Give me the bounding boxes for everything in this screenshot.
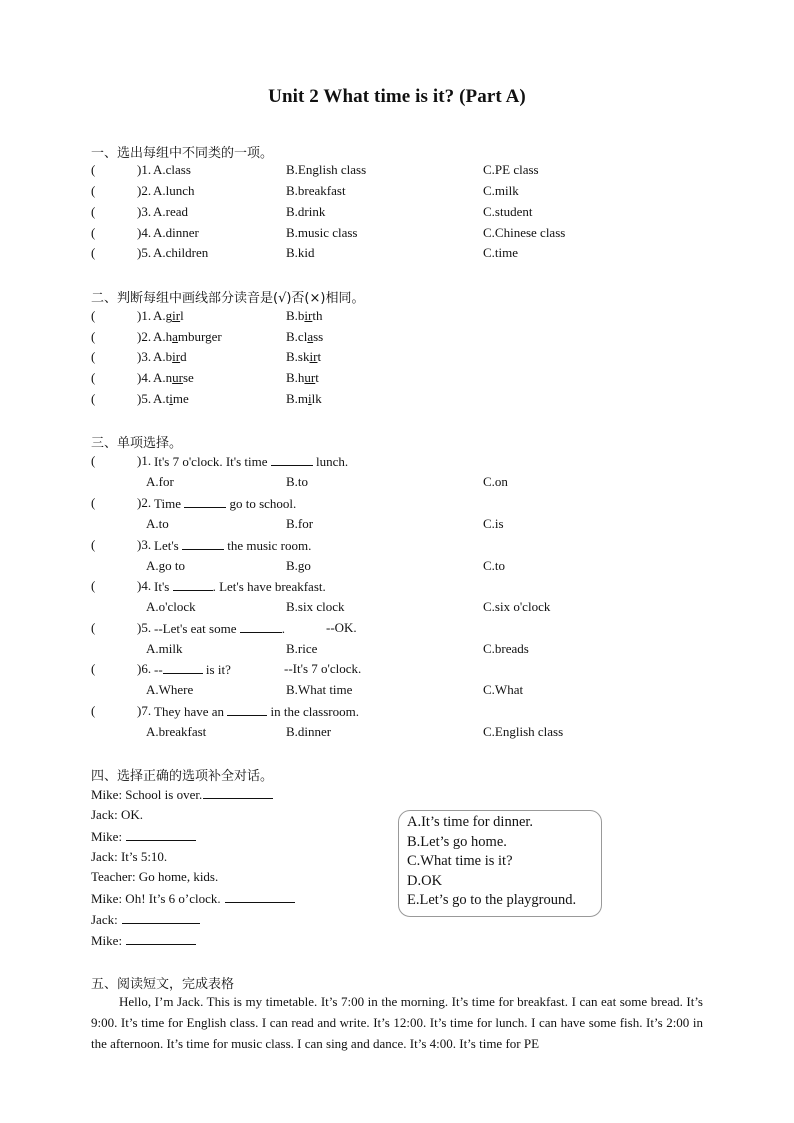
option-c[interactable]: C.breads bbox=[483, 641, 529, 656]
answer-bracket[interactable]: ( bbox=[91, 495, 96, 510]
word-a-underlined: a bbox=[172, 329, 178, 344]
dialogue-text: Mike: School is over. bbox=[91, 787, 203, 802]
option-a: A.class bbox=[153, 162, 191, 177]
question-row bbox=[91, 245, 731, 265]
option-c[interactable]: C.to bbox=[483, 558, 506, 573]
dialogue-blank[interactable] bbox=[203, 786, 273, 799]
reply-text: --OK. bbox=[326, 620, 357, 635]
option-b: B.Let’s go home. bbox=[407, 833, 507, 850]
dialogue-text: Mike: bbox=[91, 933, 126, 948]
stem-end: the music room. bbox=[223, 538, 312, 553]
question-row bbox=[91, 370, 731, 390]
option-a[interactable]: A.breakfast bbox=[146, 724, 207, 739]
option-a: A.It’s time for dinner. bbox=[407, 814, 534, 830]
word-b-underlined: i bbox=[308, 391, 312, 406]
answer-bracket[interactable]: ( bbox=[91, 183, 96, 198]
question-number: )3. bbox=[137, 537, 152, 552]
word-b-start: B.b bbox=[286, 308, 305, 323]
word-b-end: lk bbox=[311, 391, 322, 406]
stem-start: It's 7 o'clock. It's time bbox=[154, 454, 271, 469]
word-b-underlined: ir bbox=[309, 349, 318, 364]
reply-text: --It's 7 o'clock. bbox=[284, 661, 362, 676]
answer-bracket[interactable]: ( bbox=[91, 349, 96, 364]
reading-passage bbox=[91, 991, 703, 1054]
fill-blank[interactable] bbox=[173, 578, 213, 591]
answer-bracket[interactable]: ( bbox=[91, 620, 96, 635]
word-a-underlined: i bbox=[169, 391, 173, 406]
question-number: )1. bbox=[137, 162, 152, 177]
dialogue-line bbox=[91, 932, 196, 949]
section2-heading: 二、判断每组中画线部分读音是(√)否(×)相同。 bbox=[91, 291, 365, 306]
answer-bracket[interactable]: ( bbox=[91, 204, 96, 219]
word-a-start: A.t bbox=[153, 391, 170, 406]
answer-bracket[interactable]: ( bbox=[91, 162, 96, 177]
question-row bbox=[91, 183, 731, 203]
question-row bbox=[91, 204, 731, 224]
options-row bbox=[91, 558, 731, 578]
option-b: B.breakfast bbox=[286, 183, 346, 198]
option-c: C.time bbox=[483, 245, 519, 260]
option-d: D.OK bbox=[407, 872, 443, 889]
stem-start: It's bbox=[154, 579, 173, 594]
stem-end: in the classroom. bbox=[267, 704, 359, 719]
word-a bbox=[153, 349, 187, 365]
dialogue-line bbox=[91, 849, 167, 865]
option-c: C.PE class bbox=[483, 162, 539, 177]
option-c[interactable]: C.on bbox=[483, 474, 508, 489]
dialogue-text: Jack: OK. bbox=[91, 807, 143, 822]
question-row bbox=[91, 349, 731, 369]
option-c: C.What time is it? bbox=[407, 853, 513, 869]
word-b-start: B.cl bbox=[286, 329, 308, 344]
section3-heading: 三、单项选择。 bbox=[91, 436, 183, 451]
section5-heading: 五、阅读短文，完成表格 bbox=[91, 977, 235, 992]
option-c[interactable]: C.is bbox=[483, 516, 504, 531]
question-stem bbox=[154, 495, 296, 512]
option-c[interactable]: C.English class bbox=[483, 724, 564, 739]
question-number: )3. bbox=[137, 349, 152, 364]
word-b-end: th bbox=[312, 308, 323, 323]
question-stem bbox=[154, 453, 348, 470]
dialogue-blank[interactable] bbox=[122, 911, 200, 924]
dialogue-line bbox=[91, 807, 143, 823]
options-row bbox=[91, 516, 731, 536]
answer-bracket[interactable]: ( bbox=[91, 308, 96, 323]
option-c[interactable]: C.What bbox=[483, 682, 524, 697]
question-stem bbox=[154, 703, 359, 720]
options-row bbox=[91, 641, 731, 661]
word-a-end: me bbox=[172, 391, 189, 406]
word-b-underlined: ur bbox=[304, 370, 316, 385]
option-a: A.dinner bbox=[153, 225, 199, 240]
word-a-underlined: ir bbox=[172, 349, 181, 364]
options-row bbox=[91, 599, 731, 619]
option-c: C.student bbox=[483, 204, 533, 219]
options-row bbox=[91, 682, 731, 702]
stem-end: go to school. bbox=[226, 496, 297, 511]
question-stem bbox=[154, 578, 326, 595]
word-a-end: l bbox=[180, 308, 184, 323]
answer-bracket[interactable]: ( bbox=[91, 329, 96, 344]
question-number: )4. bbox=[137, 225, 152, 240]
fill-blank[interactable] bbox=[184, 495, 226, 508]
dialogue-line bbox=[91, 911, 200, 928]
answer-bracket[interactable]: ( bbox=[91, 661, 96, 676]
option-c: C.milk bbox=[483, 183, 519, 198]
option-b[interactable]: B.go bbox=[286, 558, 311, 573]
stem-end: . bbox=[281, 621, 285, 636]
stem-end: lunch. bbox=[312, 454, 349, 469]
word-a bbox=[153, 370, 194, 386]
option-b[interactable]: B.dinner bbox=[286, 724, 332, 739]
word-b bbox=[286, 391, 322, 407]
answer-bracket[interactable]: ( bbox=[91, 703, 96, 718]
stem-start: They have an bbox=[154, 704, 228, 719]
option-b: B.English class bbox=[286, 162, 367, 177]
question-row bbox=[91, 537, 731, 557]
fill-blank[interactable] bbox=[271, 453, 313, 466]
option-a[interactable]: A.milk bbox=[146, 641, 183, 656]
option-a: A.children bbox=[153, 245, 209, 260]
question-number: )1. bbox=[137, 308, 152, 323]
word-b bbox=[286, 370, 319, 386]
word-b-end: t bbox=[315, 370, 319, 385]
word-a-start: A.n bbox=[153, 370, 173, 385]
dialogue-line bbox=[91, 828, 196, 845]
answer-bracket[interactable]: ( bbox=[91, 578, 96, 593]
word-b-end: ss bbox=[313, 329, 324, 344]
stem-start: --Let's eat some bbox=[154, 621, 240, 636]
question-number: )2. bbox=[137, 183, 152, 198]
question-number: )3. bbox=[137, 204, 152, 219]
option-a[interactable]: A.go to bbox=[146, 558, 185, 573]
option-c: C.Chinese class bbox=[483, 225, 566, 240]
stem-start: Time bbox=[154, 496, 185, 511]
question-row bbox=[91, 703, 731, 723]
question-stem bbox=[154, 620, 285, 637]
option-a[interactable]: A.for bbox=[146, 474, 174, 489]
option-b[interactable]: B.What time bbox=[286, 682, 353, 697]
question-row bbox=[91, 578, 731, 598]
word-b bbox=[286, 308, 323, 324]
word-a-start: A.h bbox=[153, 329, 173, 344]
option-e: E.Let’s go to the playground. bbox=[407, 892, 577, 908]
word-a-start: A.g bbox=[153, 308, 173, 323]
fill-blank[interactable] bbox=[163, 661, 203, 674]
fill-blank[interactable] bbox=[182, 537, 224, 550]
dialogue-options-box bbox=[398, 810, 602, 917]
question-number: )7. bbox=[137, 703, 152, 718]
word-a bbox=[153, 391, 189, 407]
option-b[interactable]: B.six clock bbox=[286, 599, 345, 614]
word-b-end: t bbox=[317, 349, 322, 364]
question-row bbox=[91, 453, 731, 473]
question-number: )5. bbox=[137, 245, 152, 260]
dialogue-line bbox=[91, 786, 273, 803]
section4-heading: 四、选择正确的选项补全对话。 bbox=[91, 769, 274, 784]
section1-heading: 一、选出每组中不同类的一项。 bbox=[91, 146, 274, 161]
word-a bbox=[153, 308, 184, 324]
options-row bbox=[91, 724, 731, 744]
option-a[interactable]: A.to bbox=[146, 516, 169, 531]
word-a bbox=[153, 329, 222, 345]
dialogue-blank[interactable] bbox=[126, 932, 196, 945]
question-stem bbox=[154, 537, 311, 554]
word-a-underlined: ur bbox=[172, 370, 183, 385]
dialogue-blank[interactable] bbox=[126, 828, 196, 841]
question-number: )6. bbox=[137, 661, 152, 676]
word-a-underlined: ir bbox=[172, 308, 181, 323]
answer-bracket[interactable]: ( bbox=[91, 245, 96, 260]
answer-bracket[interactable]: ( bbox=[91, 225, 96, 240]
question-row bbox=[91, 495, 731, 515]
word-b-underlined: a bbox=[307, 329, 314, 344]
stem-start: Let's bbox=[154, 538, 182, 553]
fill-blank[interactable] bbox=[227, 703, 267, 716]
answer-bracket[interactable]: ( bbox=[91, 391, 96, 406]
question-number: )2. bbox=[137, 329, 152, 344]
option-c[interactable]: C.six o'clock bbox=[483, 599, 551, 614]
fill-blank[interactable] bbox=[240, 620, 282, 633]
word-a-end: se bbox=[182, 370, 194, 385]
word-b bbox=[286, 349, 321, 365]
dialogue-text: Teacher: Go home, kids. bbox=[91, 869, 219, 884]
word-b-start: B.sk bbox=[286, 349, 310, 364]
question-row bbox=[91, 308, 731, 328]
word-b-underlined: ir bbox=[304, 308, 313, 323]
option-b[interactable]: B.rice bbox=[286, 641, 318, 656]
answer-bracket[interactable]: ( bbox=[91, 453, 96, 468]
page-title: Unit 2 What time is it? (Part A) bbox=[268, 86, 526, 107]
question-number: )2. bbox=[137, 495, 152, 510]
stem-start: -- bbox=[154, 662, 163, 677]
question-row bbox=[91, 661, 731, 681]
dialogue-text: Jack: bbox=[91, 912, 121, 927]
dialogue-text: Mike: bbox=[91, 829, 126, 844]
word-a-end: d bbox=[180, 349, 187, 364]
word-a-start: A.b bbox=[153, 349, 173, 364]
stem-end: . Let's have breakfast. bbox=[212, 579, 326, 594]
option-b: B.kid bbox=[286, 245, 315, 260]
option-b: B.drink bbox=[286, 204, 326, 219]
question-row bbox=[91, 162, 731, 182]
dialogue-text: Jack: It’s 5:10. bbox=[91, 849, 168, 864]
options-row bbox=[91, 474, 731, 494]
word-a-end: mburger bbox=[177, 329, 222, 344]
question-number: )4. bbox=[137, 578, 152, 593]
question-number: )5. bbox=[137, 391, 152, 406]
option-a: A.lunch bbox=[153, 183, 195, 198]
word-b-start: B.h bbox=[286, 370, 305, 385]
dialogue-text: Mike: Oh! It’s 6 o’clock. bbox=[91, 891, 224, 906]
word-b-start: B.m bbox=[286, 391, 309, 406]
stem-end: is it? bbox=[202, 662, 231, 677]
option-b: B.music class bbox=[286, 225, 358, 240]
dialogue-blank[interactable] bbox=[225, 890, 295, 903]
answer-bracket[interactable]: ( bbox=[91, 537, 96, 552]
question-row bbox=[91, 620, 731, 640]
option-b[interactable]: B.for bbox=[286, 516, 314, 531]
question-stem bbox=[154, 661, 231, 678]
option-b[interactable]: B.to bbox=[286, 474, 309, 489]
passage-text: Hello, I’m Jack. This is my timetable. It’s 7:00 in the morning. It’s time for breakfast. I can eat some bread. It’s 9:00. It’s time for English class. I can read and write. It’s 12:00. It’s time for lunch. I can have some fish. It’s 2:00 in the afternoon. It’s time for music class. I can sing and dance. It’s 4:00. It’s time for PE bbox=[91, 994, 703, 1051]
dialogue-line bbox=[91, 890, 295, 907]
question-number: )1. bbox=[137, 453, 152, 468]
question-row bbox=[91, 391, 731, 411]
answer-bracket[interactable]: ( bbox=[91, 370, 96, 385]
dialogue-line bbox=[91, 869, 218, 885]
option-a: A.read bbox=[153, 204, 189, 219]
option-a[interactable]: A.Where bbox=[146, 682, 194, 697]
question-row bbox=[91, 225, 731, 245]
option-a[interactable]: A.o'clock bbox=[146, 599, 196, 614]
word-b bbox=[286, 329, 323, 345]
question-number: )4. bbox=[137, 370, 152, 385]
question-number: )5. bbox=[137, 620, 152, 635]
question-row bbox=[91, 329, 731, 349]
